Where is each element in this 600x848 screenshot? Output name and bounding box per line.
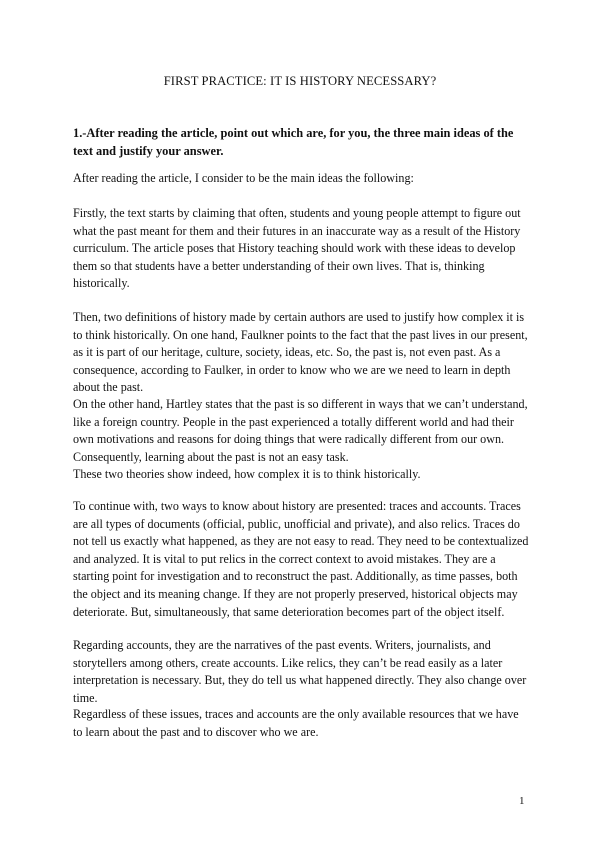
paragraph-intro: After reading the article, I consider to be the main ideas the following: bbox=[73, 171, 414, 185]
paragraph-definitions: Then, two definitions of history made by certain authors are used to justify how complex it is to think historically. On one hand, Faulkner points to the fact that the past lives in our present, as it is part of our heritage, culture, society, ideas, etc. So, the past is, not even past. As a consequence, according to Faulker, in order to know who we are we need to learn in depth about the past. bbox=[73, 310, 528, 395]
paragraph-firstly: Firstly, the text starts by claiming that often, students and young people attempt to figure out what the past meant for them and their futures in an inaccurate way as a result of the History curriculum. The article poses that History teaching should work with these ideas to develop them so that students have a better understanding of their own lives. That is, thinking historically. bbox=[73, 206, 521, 291]
paragraph-traces: To continue with, two ways to know about history are presented: traces and accounts. Traces are all types of documents (official, public, unofficial and private), and also relics. Traces do not tell us exactly what happened, as they are not easy to read. They need to be contextualized and analyzed. It is vital to put relics in the correct context to avoid mistakes. They are a starting point for investigation and to reconstruct the past. Additionally, as time passes, both the object and its meaning change. If they are not properly preserved, historical objects may deteriorate. But, simultaneously, that same deterioration becomes part of the object itself. bbox=[73, 499, 529, 619]
page-title: FIRST PRACTICE: IT IS HISTORY NECESSARY? bbox=[163, 74, 437, 88]
paragraph-theories-summary: These two theories show indeed, how complex it is to think historically. bbox=[73, 467, 421, 481]
page-number: 1 bbox=[519, 795, 525, 807]
paragraph-accounts: Regarding accounts, they are the narratives of the past events. Writers, journalists, and storytellers among others, create accounts. Like relics, they can’t be read easily as a later interpretation is necessary. But, they do tell us what happened directly. They also change over time. bbox=[73, 638, 527, 705]
paragraph-conclusion: Regardless of these issues, traces and accounts are the only available resources that we have to learn about the past and to discover who we are. bbox=[73, 707, 519, 739]
paragraph-hartley: On the other hand, Hartley states that the past is so different in ways that we can’t understand, like a foreign country. People in the past experienced a totally different world and had their own motivations and reasons for doing things that were radically different from our own. Consequently, learning about the past is not an easy task. bbox=[73, 397, 528, 464]
question-heading: 1.-After reading the article, point out which are, for you, the three main ideas of the text and justify your answer. bbox=[73, 126, 514, 158]
